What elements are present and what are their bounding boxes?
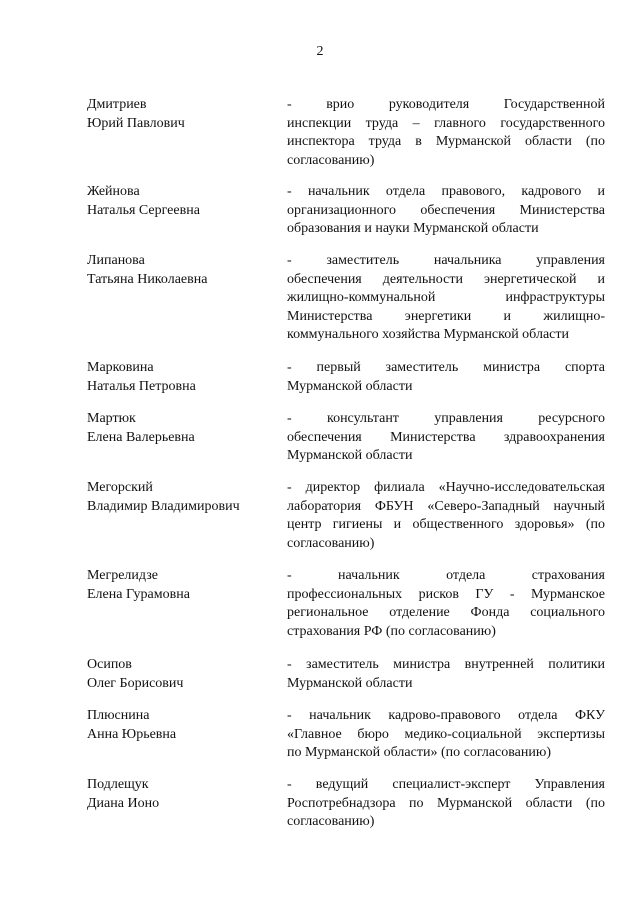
role-description — [287, 183, 605, 239]
surname: Мегрелидзе — [87, 568, 158, 583]
surname: Марковина — [87, 360, 154, 375]
role-line: - заместитель начальника управления — [287, 253, 605, 268]
surname: Осипов — [87, 657, 132, 672]
person-name — [87, 410, 277, 447]
role-description — [287, 776, 605, 832]
role-description — [287, 479, 605, 553]
role-line: инспекции труда – главного государственного — [287, 115, 605, 131]
role-line: центр гигиены и общественного здоровья» (по — [287, 517, 605, 532]
person-name — [87, 776, 277, 813]
role-description — [287, 410, 605, 466]
role-line: инспектора труда в Мурманской области (по — [287, 134, 605, 149]
role-line: обеспечения Министерства здравоохранения — [287, 429, 605, 445]
given-names: Владимир Владимирович — [87, 498, 240, 514]
role-line: жилищно-коммунальной инфраструктуры — [287, 290, 605, 305]
role-line: Роспотребнадзора по Мурманской области (по — [287, 795, 605, 811]
given-names: Диана Ионо — [87, 795, 160, 811]
role-line: - консультант управления ресурсного — [287, 411, 605, 426]
role-line: - первый заместитель министра спорта — [287, 360, 605, 375]
person-name — [87, 96, 277, 133]
given-names: Анна Юрьевна — [87, 726, 177, 742]
role-line: Мурманской области — [287, 378, 413, 394]
role-line: Министерства энергетики и жилищно- — [287, 308, 605, 324]
role-line: обеспечения деятельности энергетической и — [287, 271, 605, 287]
role-line: согласованию) — [287, 152, 375, 168]
given-names: Елена Гурамовна — [87, 586, 190, 602]
role-line: коммунального хозяйства Мурманской области — [287, 327, 569, 342]
given-names: Татьяна Николаевна — [87, 271, 208, 287]
surname: Подлещук — [87, 777, 149, 792]
role-description — [287, 96, 605, 170]
role-line: региональное отделение Фонда социального — [287, 605, 605, 620]
role-description — [287, 359, 605, 396]
role-line: страхования РФ (по согласованию) — [287, 623, 496, 639]
role-line: согласованию) — [287, 814, 375, 829]
role-line: «Главное бюро медико-социальной экспертизы — [287, 726, 605, 742]
role-description — [287, 567, 605, 641]
surname: Плюснина — [87, 708, 150, 723]
person-name — [87, 656, 277, 693]
person-name — [87, 252, 277, 289]
surname: Дмитриев — [87, 97, 147, 112]
given-names: Олег Борисович — [87, 675, 184, 691]
role-line: образования и науки Мурманской области — [287, 221, 539, 236]
person-name — [87, 707, 277, 744]
person-name — [87, 359, 277, 396]
page-number: 2 — [316, 44, 324, 59]
role-line: Мурманской области — [287, 448, 413, 463]
person-name — [87, 567, 277, 604]
role-line: профессиональных рисков ГУ - Мурманское — [287, 586, 605, 602]
role-description — [287, 252, 605, 345]
surname: Мартюк — [87, 411, 136, 426]
role-description — [287, 656, 605, 693]
given-names: Юрий Павлович — [87, 115, 185, 131]
role-line: Мурманской области — [287, 675, 413, 691]
role-line: - врио руководителя Государственной — [287, 97, 605, 112]
role-line: - начальник отдела страхования — [287, 568, 605, 583]
role-line: - ведущий специалист-эксперт Управления — [287, 777, 605, 792]
given-names: Наталья Петровна — [87, 378, 196, 394]
role-line: - директор филиала «Научно-исследовательская — [287, 480, 605, 495]
role-description — [287, 707, 605, 763]
role-line: - заместитель министра внутренней политики — [287, 657, 605, 672]
person-name — [87, 479, 277, 516]
role-line: организационного обеспечения Министерства — [287, 202, 605, 218]
surname: Жейнова — [87, 184, 140, 199]
given-names: Наталья Сергеевна — [87, 202, 200, 218]
role-line: по Мурманской области» (по согласованию) — [287, 745, 552, 760]
given-names: Елена Валерьевна — [87, 429, 195, 445]
role-line: согласованию) — [287, 535, 375, 551]
surname: Мегорский — [87, 480, 153, 495]
person-name — [87, 183, 277, 220]
role-line: лаборатория ФБУН «Северо-Западный научный — [287, 498, 605, 514]
role-line: - начальник отдела правового, кадрового и — [287, 184, 605, 199]
role-line: - начальник кадрово-правового отдела ФКУ — [287, 708, 605, 723]
surname: Липанова — [87, 253, 145, 268]
